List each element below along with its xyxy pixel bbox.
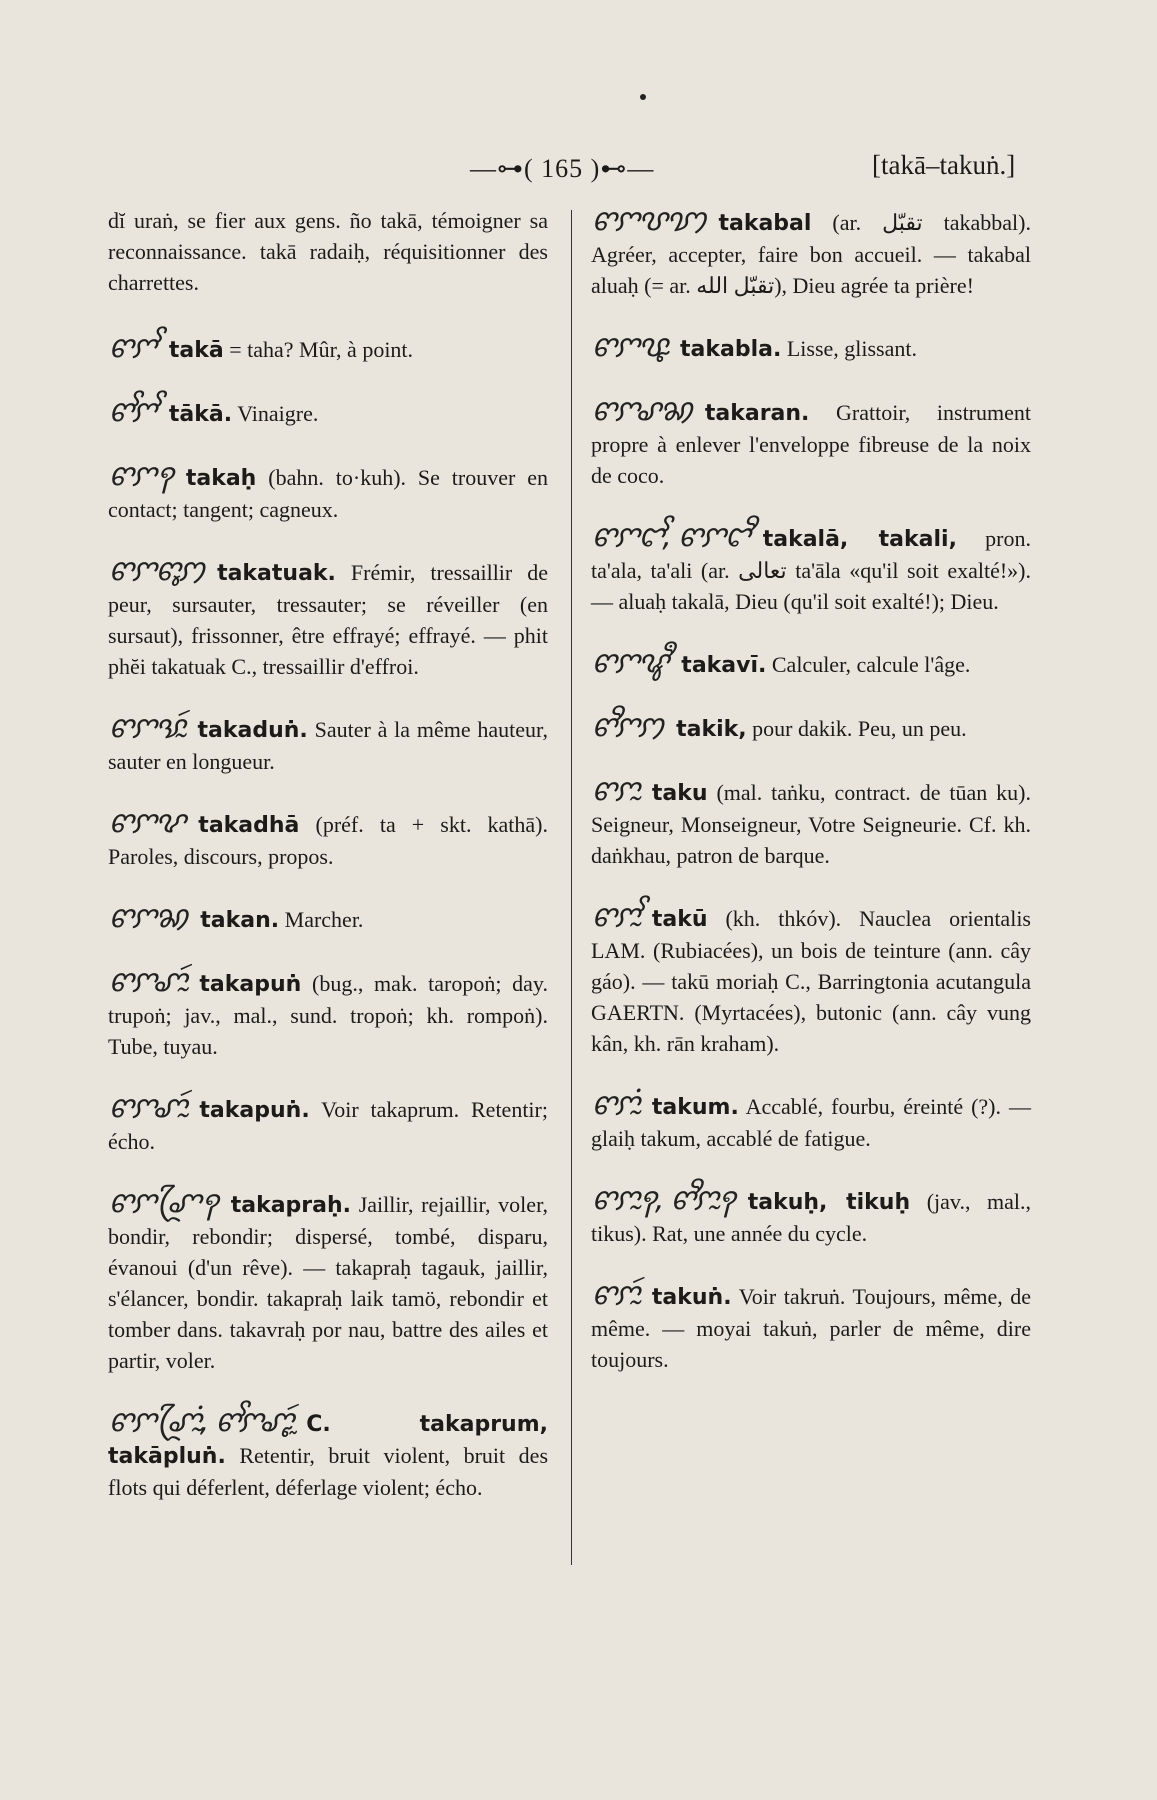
- dictionary-entry: [108, 966, 548, 1062]
- headword: takik,: [676, 717, 747, 742]
- headword: takuḥ, tikuḥ: [747, 1190, 911, 1215]
- headword: takum.: [651, 1095, 739, 1120]
- dictionary-entry: [591, 1184, 1031, 1249]
- headword: takadhā: [198, 813, 300, 838]
- dictionary-entry: [108, 1092, 548, 1157]
- dictionary-entry: [591, 647, 1031, 681]
- dictionary-entry: [591, 711, 1031, 745]
- headword: takabal: [718, 211, 812, 236]
- cham-script: ꨓꨆꨭꨩ: [591, 899, 638, 934]
- cham-script: ꨓꨆꨚꨴꩍ: [108, 1185, 217, 1220]
- cham-script: ꨓꨆꨝꩈ: [591, 203, 705, 238]
- dictionary-entry: [108, 460, 548, 525]
- definition: = taha? Mûr, à point.: [229, 337, 414, 362]
- cham-script: ꨓꨆꨭꩌ: [591, 1087, 638, 1122]
- headword: takapraḥ.: [230, 1193, 352, 1218]
- headword: C. takaprum, takāpluṅ.: [108, 1412, 548, 1469]
- headword: takaran.: [704, 401, 810, 426]
- dictionary-entry: [108, 902, 548, 936]
- cham-script: ꨓꨆꨕꨭꩃ: [108, 710, 184, 745]
- definition: (ar. تقبّل takabbal). Agréer, accepter, faire bon accueil. — takabal aluaḥ (= ar. تقبّل الله), Dieu agrée ta prière!: [591, 210, 1031, 298]
- page-number: —⊶( 165 )⊷—: [470, 154, 655, 183]
- definition: pron. ta'ala, ta'ali (ar. تعالى ta'āla «qu'il soit exalté!»). — aluaḥ takalā, Dieu (qu'il soit exalté!); Dieu.: [591, 526, 1031, 614]
- dictionary-entry: [108, 1187, 548, 1376]
- dictionary-entry: [591, 1089, 1031, 1154]
- dictionary-entry: [591, 1279, 1031, 1375]
- right-column: [591, 205, 1031, 1405]
- definition: (bug., mak. taropoṅ; day. trupoṅ; jav., mal., sund. tropoṅ; kh. rompoṅ). Tube, tuyau.: [108, 971, 548, 1059]
- cham-script: ꨓꨆꨩ: [108, 330, 155, 365]
- headword: takalā, takali,: [762, 527, 957, 552]
- dictionary-entry: [108, 1406, 548, 1503]
- column-divider: [571, 210, 572, 1565]
- cham-script: ꨓꨩꨆꨩ: [108, 394, 155, 429]
- definition: Jaillir, rejaillir, voler, bondir, rebondir; dispersé, tombé, disparu, évanoui (d'un rêve). — takapraḥ tagauk, jaillir, s'élancer, bondir. takapraḥ laik tamö, rebondir et tomber dans. takavraḥ por nau, battre des ailes et partir, voler.: [108, 1192, 549, 1373]
- cham-script: ꨓꨆꨣꩆ: [591, 393, 691, 428]
- cham-script: ꨓꨆꩆ: [108, 900, 187, 935]
- dictionary-entry: [591, 395, 1031, 491]
- cham-script: ꨓꨆꨭꩍ, ꨓꨪꨆꨭꩍ: [591, 1182, 734, 1217]
- definition: dĭ uraṅ, se fier aux gens. ño takā, témoigner sa reconnaissance. takā radaiḥ, réquisitionner des charrettes.: [108, 208, 548, 295]
- definition: (jav., mal., tikus). Rat, une année du cycle.: [591, 1189, 1031, 1246]
- cham-script: ꨓꨆꨥꨫ: [591, 645, 668, 680]
- cham-script: ꨓꨆꨝꨵ: [591, 329, 666, 364]
- headword: takapuṅ.: [199, 1098, 310, 1123]
- definition: Voir takaprum. Retentir; écho.: [108, 1097, 548, 1154]
- headword: taku: [651, 781, 708, 806]
- headword: takatuak.: [217, 561, 336, 586]
- dictionary-entry: [108, 712, 548, 777]
- definition: Sauter à la même hauteur, sauter en longueur.: [108, 717, 549, 774]
- definition: Marcher.: [284, 907, 364, 932]
- definition: Lisse, glissant.: [786, 336, 917, 361]
- ink-dot: [640, 94, 646, 100]
- definition: pour dakik. Peu, un peu.: [752, 716, 967, 741]
- dictionary-entry: [108, 332, 548, 366]
- cham-script: ꨓꨆꨚꨭꩃ: [108, 964, 186, 999]
- definition: Grattoir, instrument propre à enlever l'enveloppe fibreuse de la noix de coco.: [591, 400, 1031, 488]
- definition: Retentir, bruit violent, bruit des flots qui déferlent, déferlage violent; écho.: [108, 1443, 549, 1500]
- dictionary-entry: [591, 331, 1031, 365]
- cham-script: ꨓꨆꨚꨴꨭꩌ, ꨓꨩꨆꨚꨵꨭꩃ: [108, 1404, 293, 1439]
- cham-script: ꨓꨆꨓꨶꩀ: [108, 553, 204, 588]
- dictionary-entry: [591, 205, 1031, 301]
- dictionary-entry: [108, 205, 548, 298]
- dictionary-entry: [591, 521, 1031, 617]
- cham-script: ꨓꨆꨭꩃ: [591, 1277, 638, 1312]
- definition: Vinaigre.: [237, 401, 319, 426]
- left-column: [108, 205, 548, 1533]
- headword: takaduṅ.: [197, 718, 308, 743]
- cham-script: ꨓꨆꨚꨭꩃ: [108, 1090, 186, 1125]
- definition: Accablé, fourbu, éreinté (?). — glaiḥ takum, accablé de fatigue.: [591, 1094, 1031, 1151]
- headword: tākā.: [168, 402, 233, 427]
- headword: takapuṅ: [199, 972, 302, 997]
- definition: (kh. thkóv). Nauclea orientalis LAM. (Rubiacées), un bois de teinture (ann. cây gáo). — takū moriaḥ C., Barringtonia acutangula GAERTN. (Myrtacées), butonic (ann. cây vung kân, kh. rān kraham).: [591, 906, 1031, 1056]
- running-head: [takā–takuṅ.]: [872, 150, 1016, 180]
- definition: Voir takruṅ. Toujours, même, de même. — moyai takuṅ, parler de même, dire toujours.: [591, 1284, 1031, 1372]
- definition: Calculer, calcule l'âge.: [771, 652, 971, 677]
- headword: takā: [168, 338, 224, 363]
- dictionary-entry: [108, 555, 548, 682]
- dictionary-entry: [108, 807, 548, 872]
- cham-script: ꨓꨆꩍ: [108, 458, 172, 493]
- headword: takavī.: [681, 653, 767, 678]
- cham-script: ꨓꨆꨖ: [108, 805, 185, 840]
- definition: Frémir, tressaillir de peur, sursauter, tressauter; se réveiller (en sursaut), frissonner, être effrayé; effrayé. — phit phĕi takatuak C., tressaillir d'effroi.: [108, 560, 548, 679]
- dictionary-entry: [108, 396, 548, 430]
- dictionary-entry: [591, 775, 1031, 871]
- headword: takuṅ.: [651, 1285, 732, 1310]
- headword: takū: [651, 907, 708, 932]
- headword: takabla.: [679, 337, 782, 362]
- cham-script: ꨓꨆꨤꨩ, ꨓꨆꨤꨪ: [591, 519, 749, 554]
- definition: (bahn. to·kuh). Se trouver en contact; tangent; cagneux.: [108, 465, 549, 522]
- headword: takaḥ: [185, 466, 257, 491]
- dictionary-entry: [591, 901, 1031, 1059]
- definition: (préf. ta + skt. kathā). Paroles, discours, propos.: [108, 812, 549, 869]
- definition: (mal. taṅku, contract. de tūan ku). Seigneur, Monseigneur, Votre Seigneurie. Cf. kh. daṅkhau, patron de barque.: [591, 780, 1031, 868]
- headword: takan.: [200, 908, 280, 933]
- cham-script: ꨓꨪꨆꩀ: [591, 709, 663, 744]
- cham-script: ꨓꨆꨭ: [591, 773, 638, 808]
